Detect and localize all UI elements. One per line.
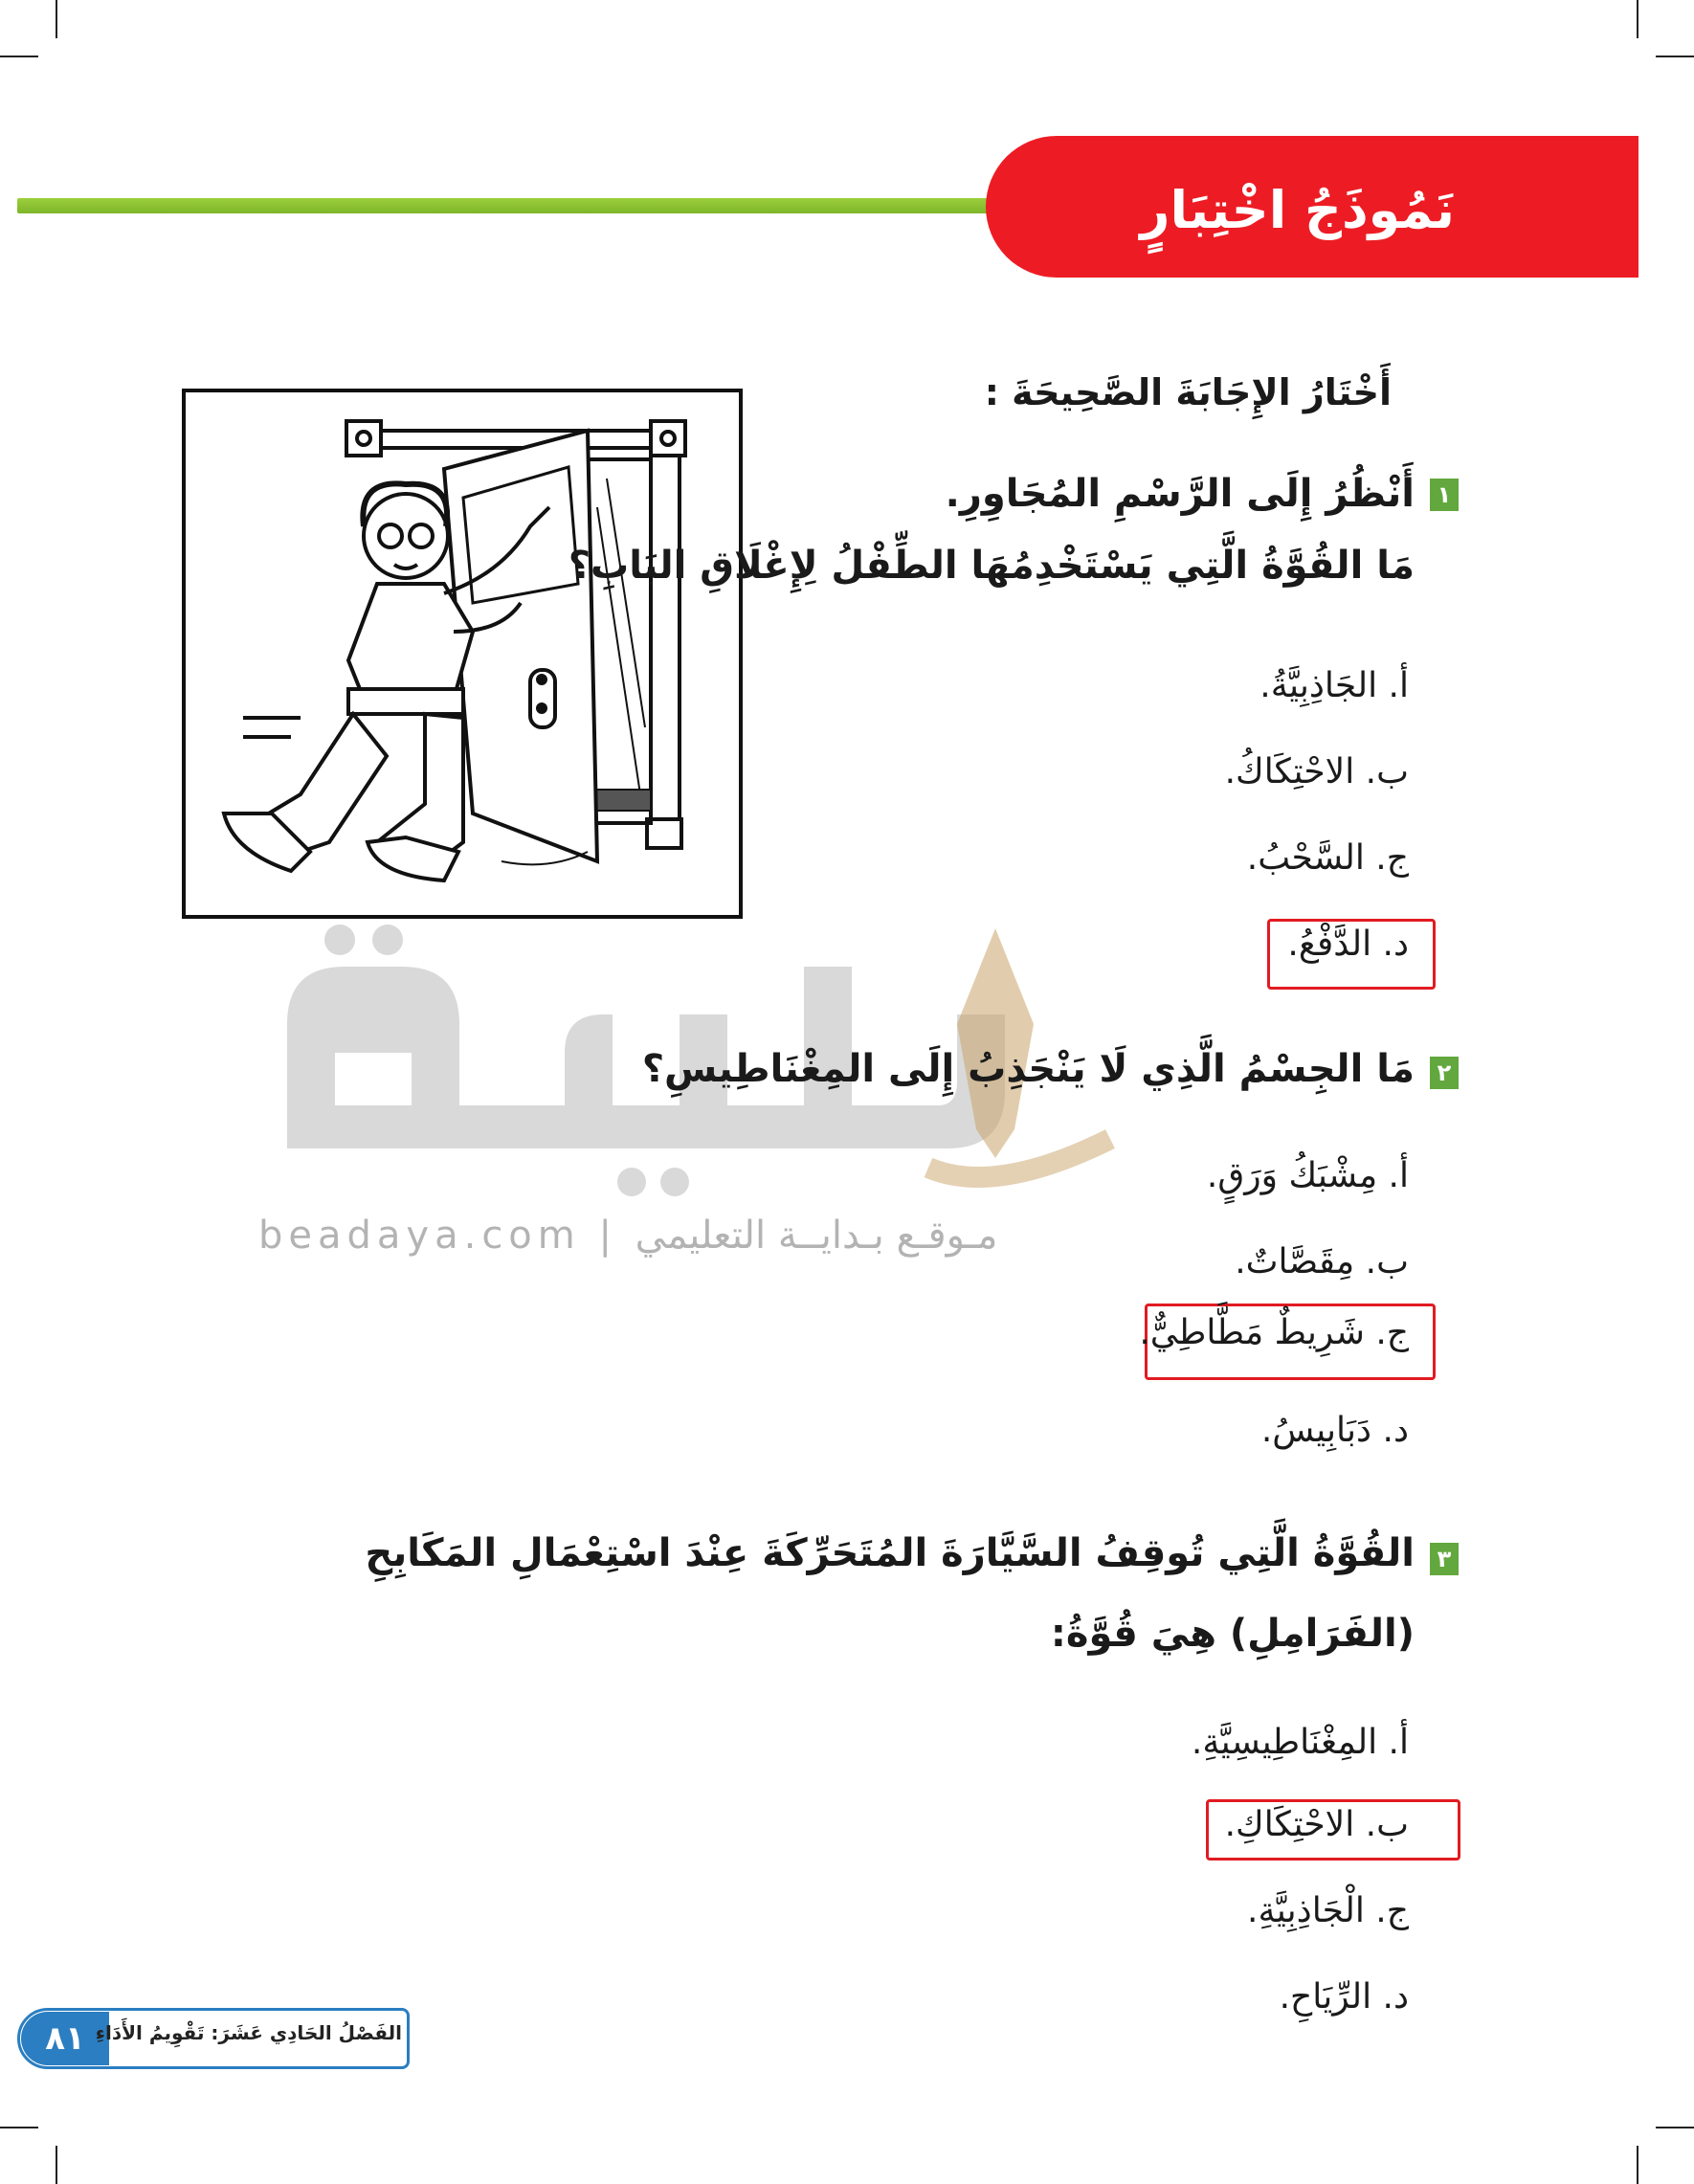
footer-chapter-title: الفَصْلُ الحَادِي عَشَرَ: تَقْوِيمُ الأَدَاءِ [95, 2021, 402, 2044]
option-text: د. الرِّيَاحِ. [1279, 1977, 1409, 2017]
option-text: ب. الاحْتِكَاكُ. [1224, 752, 1409, 791]
option-text: أ. مِشْبَكُ وَرَقٍ. [1206, 1156, 1409, 1195]
page-number: ٨١ [21, 2012, 109, 2065]
question-text: (الفَرَامِلِ) هِيَ قُوَّةُ: [1050, 1612, 1415, 1656]
watermark-text: beadaya.com | مـوقـع بـدايــة التعليمي [258, 1214, 998, 1258]
crop-mark [0, 2127, 38, 2128]
question-number: ٣ [1430, 1543, 1459, 1575]
crop-mark [56, 2146, 57, 2184]
question-text: مَا الجِسْمُ الَّذِي لَا يَنْجَذِبُ إِلَى المِغْنَاطِيسِ؟ [641, 1047, 1415, 1091]
question-number: ٢ [1430, 1057, 1459, 1089]
question-text: أَنْظُرُ إِلَى الرَّسْمِ المُجَاوِرِ. [945, 472, 1415, 516]
option-text: د. الدَّفْعُ. [1287, 925, 1409, 964]
crop-mark [1656, 2127, 1694, 2128]
crop-mark [1656, 56, 1694, 57]
crop-mark [0, 56, 38, 57]
option-text: ج. السَّحْبُ. [1246, 838, 1409, 878]
option-text: ب. الاحْتِكَاكِ. [1224, 1805, 1409, 1844]
option-text: د. دَبَابِيسُ. [1260, 1411, 1409, 1450]
page-title: نَمُوذَجُ اخْتِبَارٍ [1140, 180, 1455, 240]
question-text: القُوَّةُ الَّتِي تُوقِفُ السَّيَّارَةَ المُتَحَرِّكَةَ عِنْدَ اسْتِعْمَالِ المَكَابِحِ [365, 1531, 1415, 1575]
crop-mark [1637, 2146, 1638, 2184]
option-text: ج. شَرِيطٌ مَطَّاطِيٌّ. [1139, 1313, 1409, 1352]
question-text: مَا القُوَّةُ الَّتِي يَسْتَخْدِمُهَا الطِّفْلُ لِإِغْلَاقِ البَابِ؟ [568, 544, 1415, 588]
option-text: أ. المِغْنَاطِيسِيَّةِ. [1191, 1723, 1409, 1762]
header-divider [17, 198, 993, 213]
illustration-boy-closing-door [182, 389, 743, 919]
question-number: ١ [1430, 479, 1459, 511]
option-text: ج. الْجَاذِبِيَّةِ. [1247, 1891, 1409, 1930]
instruction-text: أَخْتَارُ الإِجَابَةَ الصَّحِيحَةَ : [984, 371, 1392, 413]
option-text: ب. مِقَصَّاتٌ. [1235, 1242, 1409, 1281]
crop-mark [1637, 0, 1638, 38]
crop-mark [56, 0, 57, 38]
option-text: أ. الجَاذِبِيَّةُ. [1259, 666, 1409, 705]
